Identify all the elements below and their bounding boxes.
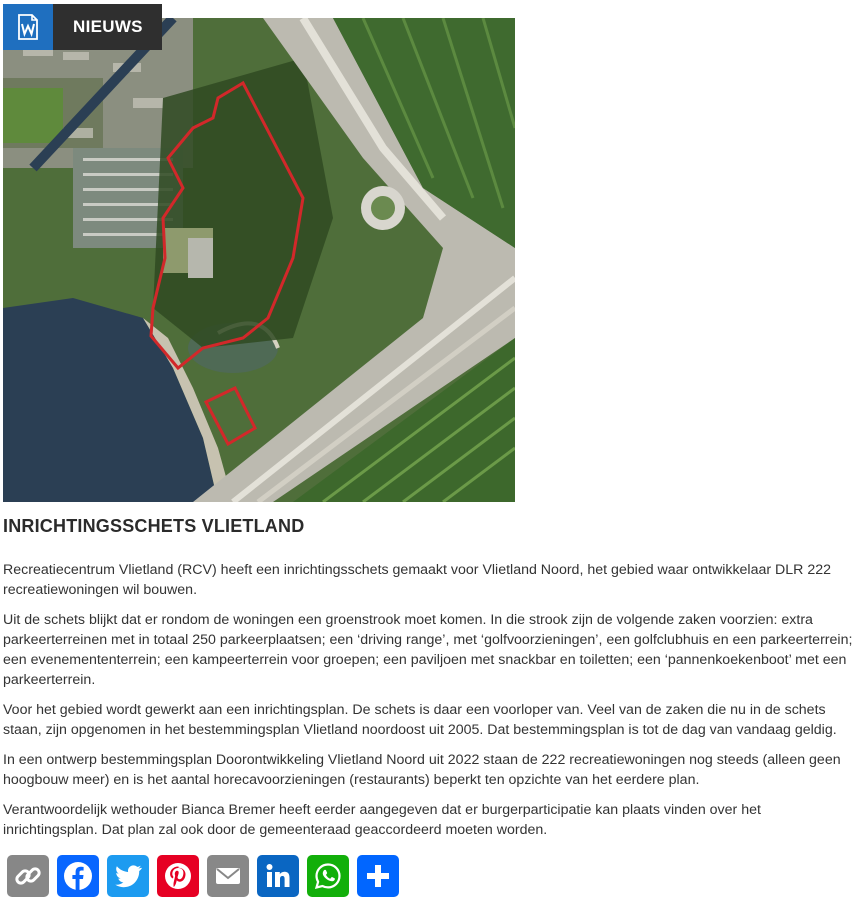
- pinterest-button[interactable]: [157, 855, 199, 897]
- share-button[interactable]: [357, 855, 399, 897]
- category-label: NIEUWS: [53, 4, 162, 50]
- email-button[interactable]: [207, 855, 249, 897]
- share-icon: [363, 861, 393, 891]
- whatsapp-icon: [312, 860, 344, 892]
- twitter-button[interactable]: [107, 855, 149, 897]
- category-badge[interactable]: [3, 4, 162, 50]
- pinterest-icon: [162, 860, 194, 892]
- word-document-icon: [3, 4, 53, 50]
- paragraph: Uit de schets blijkt dat er rondom de woningen een groenstrook moet komen. In die strook zijn de volgende zaken voorzien: extra parkeerterreinen met in totaal 250 parkeerplaatsen; een ‘driving range’, met ‘golfvoorzieningen’, een golfclubhuis en een parkeerterrein; een evenemententerrein; een kampeerterrein voor groepen; een paviljoen met snackbar en toiletten; een ‘pannenkoekenboot’ met een parkeerterrein.: [3, 612, 853, 688]
- article-title: INRICHTINGSSCHETS VLIETLAND: [3, 516, 305, 536]
- hero-aerial-image: [3, 18, 515, 502]
- linkedin-button[interactable]: [257, 855, 299, 897]
- whatsapp-button[interactable]: [307, 855, 349, 897]
- linkedin-icon: [263, 861, 293, 891]
- article-body: [3, 560, 855, 850]
- paragraph: Recreatiecentrum Vlietland (RCV) heeft een inrichtingsschets gemaakt voor Vlietland Noord, het gebied waar ontwikkelaar DLR 222 recreatiewoningen wil bouwen.: [3, 562, 832, 598]
- link-icon: [13, 861, 43, 891]
- twitter-icon: [112, 860, 144, 892]
- copy-link-button[interactable]: [7, 855, 49, 897]
- paragraph: In een ontwerp bestemmingsplan Doorontwikkeling Vlietland Noord uit 2022 staan de 222 recreatiewoningen nog steeds (alleen geen hoogbouw meer) en is het aantal horecavoorzieningen (restaurants) beperkt ten opzichte van het eerdere plan.: [3, 752, 841, 788]
- paragraph: Voor het gebied wordt gewerkt aan een inrichtingsplan. De schets is daar een voorloper van. Veel van de zaken die nu in de schets staan, zijn opgenomen in het bestemmingsplan Vlietland noordoost uit 2005. Dat bestemmingsplan is tot de dag van vandaag geldig.: [3, 702, 837, 738]
- paragraph: Verantwoordelijk wethouder Bianca Bremer heeft eerder aangegeven dat er burgerparticipatie kan plaats vinden over het inrichtingsplan. Dat plan zal ook door de gemeenteraad geaccordeerd moeten worden.: [3, 802, 761, 838]
- facebook-button[interactable]: [57, 855, 99, 897]
- facebook-icon: [62, 860, 94, 892]
- share-bar: [7, 855, 399, 897]
- email-icon: [212, 860, 244, 892]
